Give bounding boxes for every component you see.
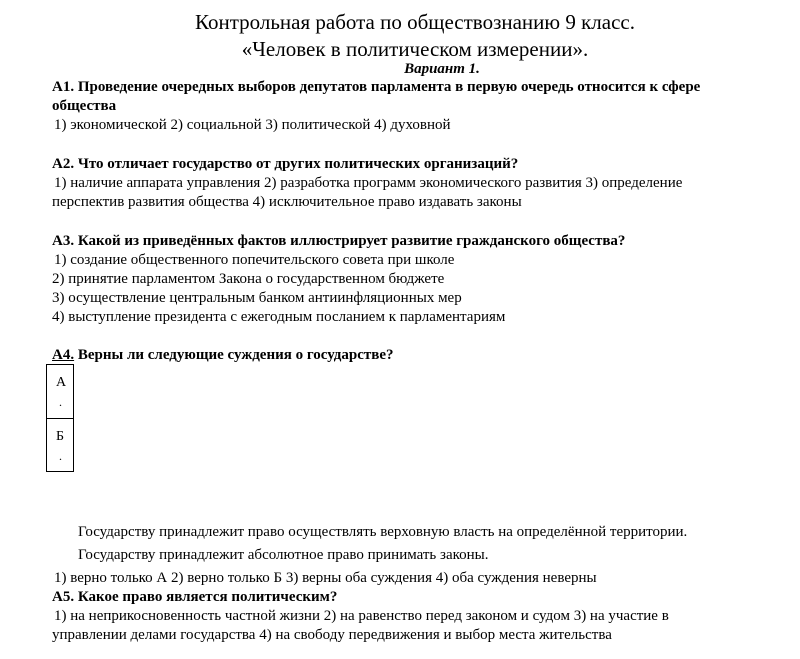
- document-title: Контрольная работа по обществознанию 9 класс.: [195, 10, 635, 34]
- question-a4-text: Верны ли следующие суждения о государстве?: [77, 347, 394, 363]
- option-a3-3: 3) осуществление центральным банком антиинфляционных мер: [52, 290, 462, 306]
- judgement-letter-a: А: [56, 375, 67, 390]
- answers-a1: 1) экономической 2) социальной 3) политической 4) духовной: [54, 117, 451, 133]
- variant-label: Вариант 1.: [404, 61, 480, 77]
- answers-a5: 1) на неприкосновенность частной жизни 2) на равенство перед законом и судом 3) на участие в: [54, 608, 669, 624]
- judgement-letter-b: Б: [56, 429, 65, 444]
- question-a3: А3. Какой из приведённых фактов иллюстрирует развитие гражданского общества?: [52, 233, 626, 249]
- judgement-cell-a: [47, 365, 73, 419]
- question-a2: А2. Что отличает государство от других политических организаций?: [52, 156, 519, 172]
- judgement-cell-b: [47, 419, 73, 473]
- question-a1-cont: общества: [52, 98, 117, 114]
- judgement-dot-a: .: [59, 395, 62, 409]
- answers-a2: 1) наличие аппарата управления 2) разработка программ экономического развития 3) определение: [54, 175, 683, 191]
- option-a3-2: 2) принятие парламентом Закона о государственном бюджете: [52, 271, 445, 287]
- statement-b: Государству принадлежит абсолютное право принимать законы.: [78, 547, 489, 563]
- judgement-table: [46, 364, 74, 472]
- question-a4: [52, 346, 782, 365]
- answers-a2-cont: перспектив развития общества 4) исключительное право издавать законы: [52, 194, 522, 210]
- judgement-dot-b: .: [59, 449, 62, 463]
- option-a3-4: 4) выступление президента с ежегодным посланием к парламентариям: [52, 309, 506, 325]
- option-a3-1: 1) создание общественного попечительского совета при школе: [54, 252, 455, 268]
- statement-a: Государству принадлежит право осуществлять верховную власть на определённой территории.: [78, 524, 688, 540]
- question-a1: А1. Проведение очередных выборов депутатов парламента в первую очередь относится к сфере: [52, 79, 701, 95]
- answers-a4: 1) верно только А 2) верно только Б 3) верны оба суждения 4) оба суждения неверны: [54, 570, 597, 586]
- question-a4-label: А4.: [52, 347, 75, 363]
- document-subtitle: «Человек в политическом измерении».: [241, 37, 589, 61]
- answers-a5-cont: управлении делами государства 4) на свободу передвижения и выбор места жительства: [52, 627, 612, 643]
- question-a5: А5. Какое право является политическим?: [52, 589, 338, 605]
